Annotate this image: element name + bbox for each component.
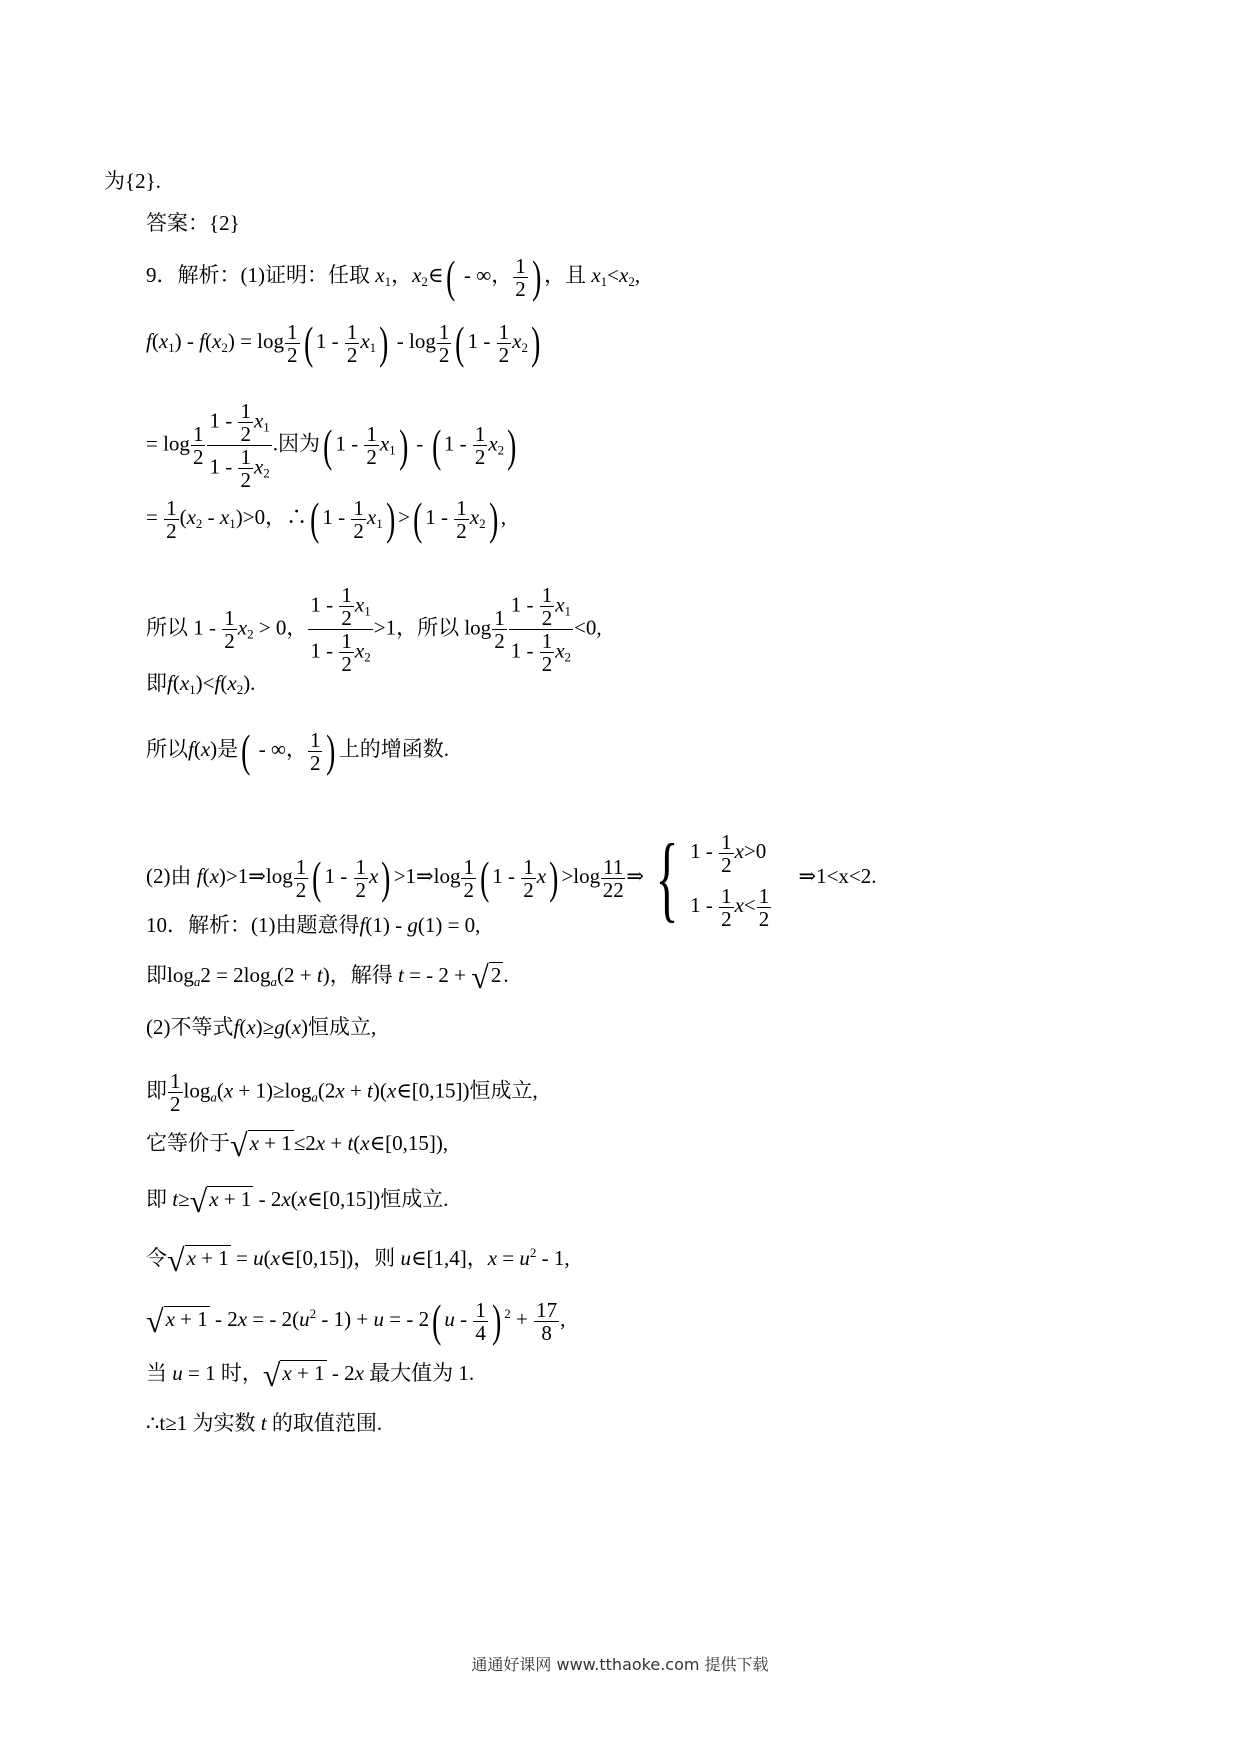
answer-text: 答案：{2}: [146, 211, 240, 235]
ji-text-2: 即: [146, 963, 167, 987]
time-text: 时，: [220, 1361, 263, 1385]
max-text: 最大值为 1.: [369, 1361, 475, 1385]
frac-half: $\frac{1}{2}$: [515, 253, 526, 301]
conclusion-text: ∴t≥1 为实数: [146, 1411, 256, 1435]
equation-log-a: 即$\log_a2 = 2\log_a(2 + t)$，解得 t = - 2 + √2.: [146, 959, 509, 995]
equation-quadratic: √x + 1 - 2x = - $2(u^2 - 1) + u$ = - 2( u - $\frac{1}{4}$ ) $^2$ + $\frac{17}{8}$ ,: [146, 1295, 566, 1346]
equation-so-ratio: 所以 1 - $\frac{1}{2}$ $x_2 > 0$， 1 - $\frac{1}{2}$ $x_1$ 1 - $\frac{1}{2}$ $x_2$ >1，所以 log $\frac{1}{2}$ 1 - $\frac{1}{2}$ $x_1$ 1 - $\frac{1}{2}$ $x_2$ <0,: [146, 583, 602, 676]
problem-10-label: 10．解析：(1)由题意得: [146, 913, 360, 937]
equation-part-2: (2)由 f(x)>1⇒log $\frac{1}{2}$ ( 1 - $\frac{1}{2}$ x) >1⇒log $\frac{1}{2}$ ( 1 - $\frac{1}{2}$ x) >log $\frac{11}{22}$ ⇒ { 1 - $\frac{1}{2}$ x>0 1 - $\frac{1}{2}$ x< $\frac{1}{2}$ ⇒1<x<2.: [146, 824, 877, 931]
text-f-less: 即$f(x_1)<f(x_2)$.: [146, 671, 256, 697]
line-1-text: 为{2}.: [104, 169, 161, 193]
equation-difference: = $\frac{1}{2}$ $(x_2 - x_1)>0$，∴( 1 - $\frac{1}{2}$ $x_1$) >( 1 - $\frac{1}{2}$ $x_2$) ,: [146, 493, 507, 544]
inequality-label: (2)不等式: [146, 1015, 234, 1039]
let-text: 令: [146, 1246, 167, 1270]
equation-substitution: 令√x + 1 = u(x∈[0,15])，则 u∈[1,4]，$x = u^2 - 1$,: [146, 1242, 570, 1278]
text-increasing: 所以f(x)是( - ∞， $\frac{1}{2}$ ) 上的增函数.: [146, 725, 450, 776]
then-text: ，则: [353, 1246, 396, 1270]
neg-inf: - ∞，: [458, 262, 513, 287]
ji-text: 即: [146, 671, 167, 695]
result-14: ⇒1<x<2.: [798, 863, 877, 888]
range-text: 的取值范围.: [271, 1411, 383, 1435]
text-line-1: [104, 168, 161, 194]
when-text: 当: [146, 1361, 167, 1385]
equivalent-text: 它等价于: [146, 1131, 230, 1155]
solve-text: ，解得: [329, 963, 393, 987]
equation-log-ratio: = log $\frac{1}{2}$ 1 - $\frac{1}{2}$ $x_1$ 1 - $\frac{1}{2}$ $x_2$ .因为( 1 - $\frac{1}{2}$ $x_1$) - ( 1 - $\frac{1}{2}$ $x_2$): [146, 399, 517, 492]
equation-f-diff: $f(x_1) - f(x_2) = \log$ $\frac{1}{2}$ ( 1 - $\frac{1}{2}$ $x_1$) - log $\frac{1}{2}$ ( 1 - $\frac{1}{2}$ $x_2$): [146, 317, 541, 368]
holds-text-3: 恒成立.: [380, 1187, 449, 1211]
page-footer: 通通好课网 www.tthaoke.com 提供下载: [471, 1655, 769, 1674]
answer-line: [146, 210, 240, 236]
ji-text-3: 即: [146, 1078, 167, 1103]
equation-equivalent: 它等价于√x + 1≤2x + t(x∈[0,15]),: [146, 1127, 449, 1163]
text-conclusion: ∴t≥1 为实数 t 的取值范围.: [146, 1411, 383, 1435]
problem-9-label: 9．解析：(1)证明：任取: [146, 262, 370, 287]
text-inequality: (2)不等式f(x)≥g(x)恒成立,: [146, 1015, 377, 1039]
increasing-text: 上的增函数.: [338, 736, 450, 761]
ji-text-4: 即: [146, 1187, 167, 1211]
equation-t-geq: 即 t≥√x + 1 - 2x(x∈[0,15])恒成立.: [146, 1183, 449, 1219]
problem-10-intro: 10．解析：(1)由题意得f(1) - g(1) = 0,: [146, 913, 481, 937]
holds-text-2: 恒成立,: [469, 1078, 538, 1103]
problem-9-intro: 9．解析：(1)证明：任取 $x_1$，$x_2\in$( - ∞， $\frac{1}{2}$ ) ，且 $x_1<x_2$,: [146, 251, 641, 302]
part-2-label: (2)由: [146, 863, 192, 888]
equation-half-log: 即 $\frac{1}{2}$ $\log_a(x + 1)\ge\log_a(2x$ + t)(x∈[0,15])恒成立,: [146, 1069, 538, 1116]
holds-text: 恒成立,: [308, 1015, 377, 1039]
and-text: 且: [565, 262, 587, 287]
text-max-value: 当 u = 1 时，√x + 1 - 2x 最大值为 1.: [146, 1357, 475, 1393]
suoyi-text: 所以: [146, 736, 188, 761]
